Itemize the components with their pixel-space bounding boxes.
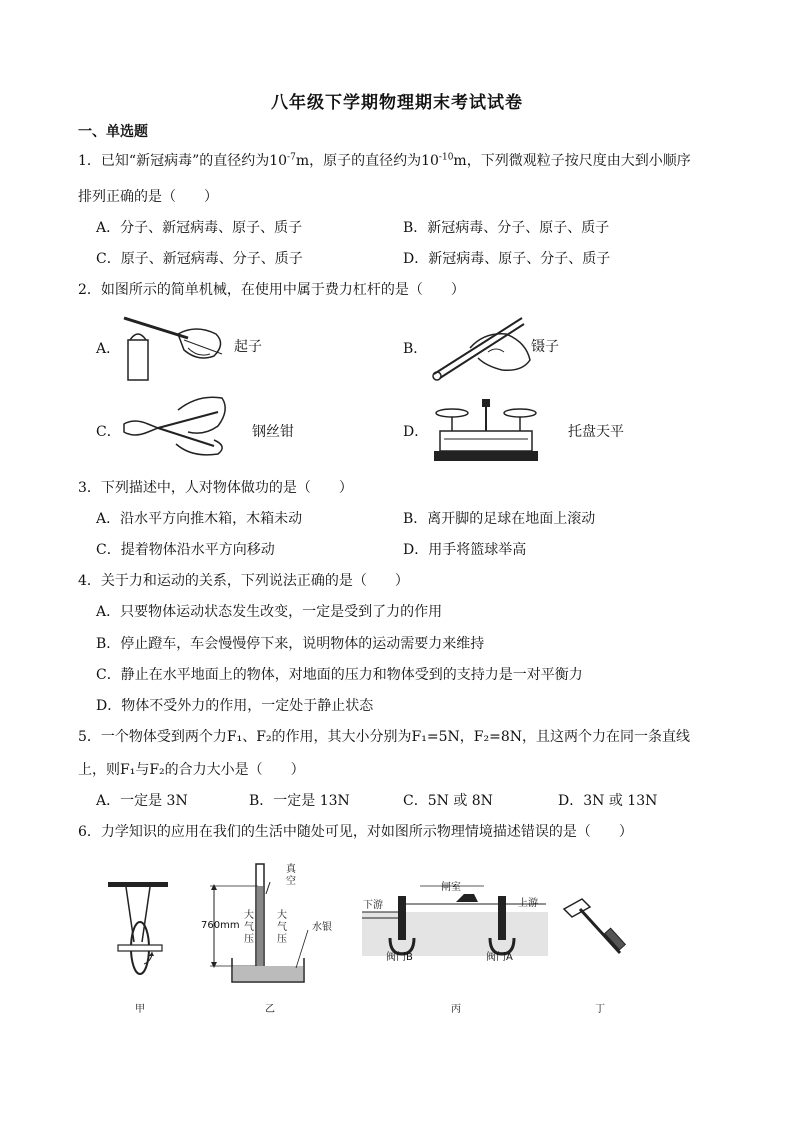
yi-atm-left-3: 压	[244, 934, 254, 945]
caption-bing: 丙	[451, 1004, 461, 1015]
bing-downstream: 下游	[363, 900, 383, 911]
q2-b-name: 镊子	[531, 339, 559, 355]
figure-ding-hammer	[558, 895, 638, 965]
tweezers-image	[426, 312, 536, 382]
yi-mercury: 水银	[312, 922, 332, 933]
caption-yi: 乙	[265, 1004, 275, 1015]
q2-d-name: 托盘天平	[568, 424, 624, 440]
q1-option-b[interactable]: B．新冠病毒、分子、原子、质子	[403, 220, 610, 236]
q5-stem-line1: 5．一个物体受到两个力F₁、F₂的作用，其大小分别为F₁=5N，F₂=8N，且这两个力在同一条直线	[78, 729, 690, 745]
q2-option-a[interactable]: A．	[96, 341, 121, 357]
q3-option-a[interactable]: A．沿水平方向推木箱，木箱未动	[96, 511, 303, 527]
q3-option-d[interactable]: D．用手将篮球举高	[403, 542, 527, 558]
q1-option-d[interactable]: D．新冠病毒、原子、分子、质子	[403, 251, 611, 267]
q1-text-b: m，原子的直径约为10	[295, 153, 439, 169]
q1-option-a[interactable]: A．分子、新冠病毒、原子、质子	[96, 220, 303, 236]
q5-option-b[interactable]: B．一定是 13N	[249, 793, 350, 809]
yi-atm-right-2: 气	[277, 922, 287, 933]
q4-option-a[interactable]: A．只要物体运动状态发生改变，一定是受到了力的作用	[96, 604, 443, 620]
q2-stem: 2．如图所示的简单机械，在使用中属于费力杠杆的是（ ）	[78, 282, 465, 298]
yi-vacuum-2: 空	[286, 876, 296, 887]
q4-option-b[interactable]: B．停止蹬车，车会慢慢停下来，说明物体的运动需要力来维持	[96, 636, 485, 652]
yi-atm-right-3: 压	[277, 934, 287, 945]
q2-a-name: 起子	[234, 339, 262, 355]
q2-option-d[interactable]: D．	[403, 424, 429, 440]
q1-exp2: -10	[438, 152, 454, 163]
section-heading: 一、单选题	[78, 124, 148, 140]
q3-option-c[interactable]: C．提着物体沿水平方向移动	[96, 542, 275, 558]
yi-height: 760mm	[201, 920, 240, 931]
q1-stem-line1	[78, 150, 691, 170]
q3-option-b[interactable]: B．离开脚的足球在地面上滚动	[403, 511, 596, 527]
balance-scale-image	[430, 395, 542, 465]
q1-text-a: 1．已知“新冠病毒”的直径约为10	[78, 153, 288, 169]
q1-exp1: -7	[287, 152, 296, 163]
q2-option-c[interactable]: C．	[96, 424, 121, 440]
bottle-opener-image	[118, 310, 238, 382]
q1-option-c[interactable]: C．原子、新冠病毒、分子、质子	[96, 251, 303, 267]
q1-text-c: m，下列微观粒子按尺度由大到小顺序	[453, 153, 691, 169]
figure-jia	[104, 880, 174, 992]
q4-stem: 4．关于力和运动的关系，下列说法正确的是（ ）	[78, 573, 409, 589]
bing-upstream: 上游	[518, 898, 538, 909]
page-title: 八年级下学期物理期末考试试卷	[271, 93, 523, 113]
bing-chamber: 闸室	[441, 882, 461, 893]
bing-valve-b: 阀门B	[386, 952, 413, 963]
q2-c-name: 钢丝钳	[252, 424, 294, 440]
caption-jia: 甲	[135, 1004, 145, 1015]
bing-valve-a: 阀门A	[486, 952, 513, 963]
q5-option-c[interactable]: C．5N 或 8N	[403, 793, 493, 809]
q4-option-d[interactable]: D．物体不受外力的作用，一定处于静止状态	[96, 698, 374, 714]
yi-atm-left-1: 大	[244, 910, 254, 921]
pliers-image	[118, 388, 238, 468]
q5-option-a[interactable]: A．一定是 3N	[96, 793, 188, 809]
yi-atm-right-1: 大	[277, 910, 287, 921]
q2-option-b[interactable]: B．	[403, 341, 428, 357]
caption-ding: 丁	[595, 1004, 605, 1015]
q3-stem: 3．下列描述中，人对物体做功的是（ ）	[78, 480, 353, 496]
q5-option-d[interactable]: D．3N 或 13N	[558, 793, 658, 809]
yi-atm-left-2: 气	[244, 922, 254, 933]
q5-stem-line2: 上，则F₁与F₂的合力大小是（ ）	[78, 762, 305, 778]
q6-stem: 6．力学知识的应用在我们的生活中随处可见，对如图所示物理情境描述错误的是（ ）	[78, 824, 633, 840]
q4-option-c[interactable]: C．静止在水平地面上的物体，对地面的压力和物体受到的支持力是一对平衡力	[96, 667, 583, 683]
q1-stem-line2: 排列正确的是（ ）	[78, 189, 218, 205]
yi-vacuum-1: 真	[286, 864, 296, 875]
